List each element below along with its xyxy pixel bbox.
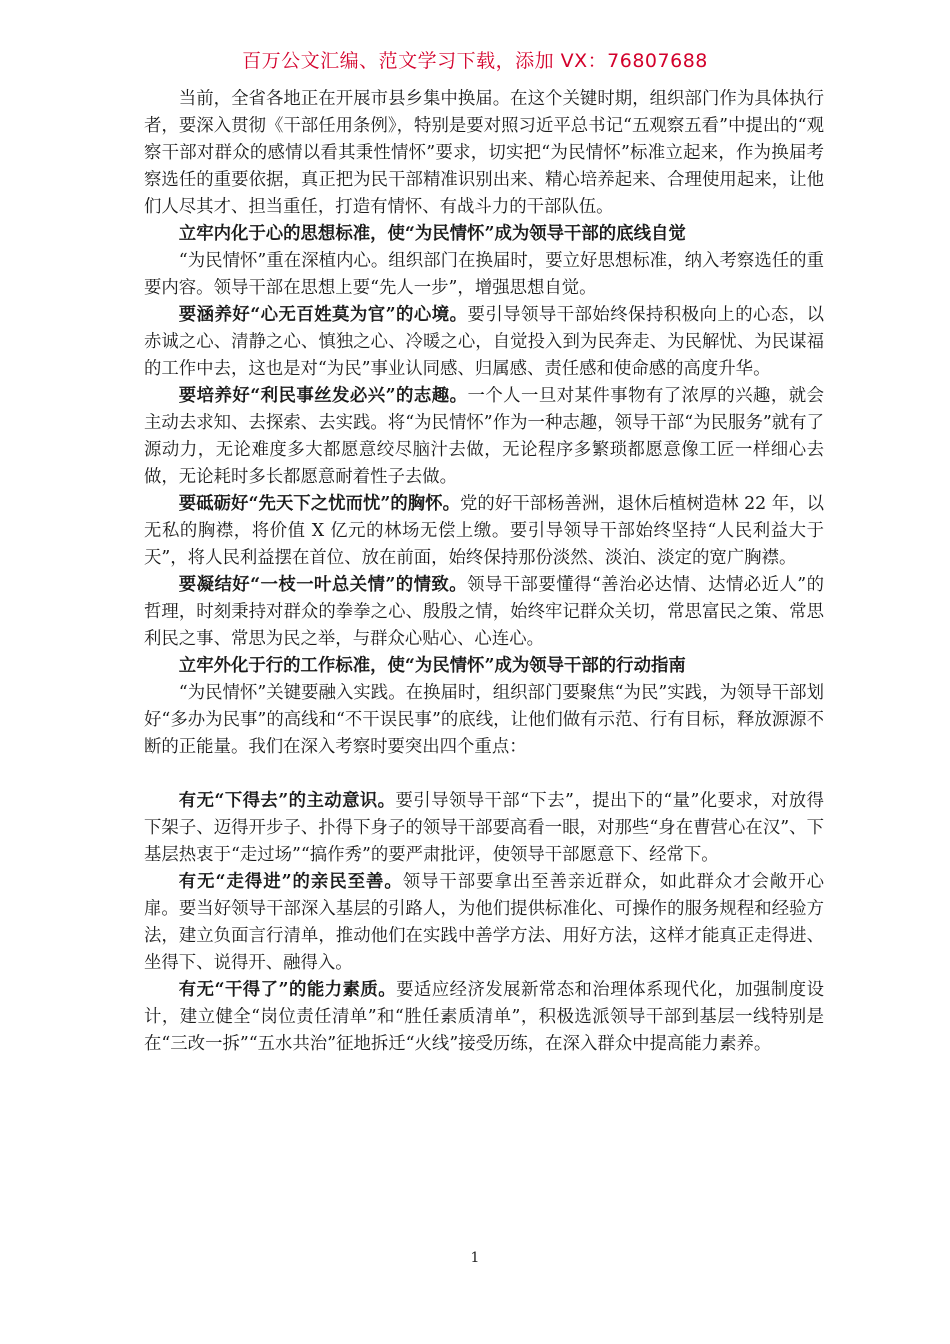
point-paragraph xyxy=(144,788,824,869)
point-lead: 要涵养好“心无百姓莫为官”的心境。 xyxy=(178,305,468,325)
point-paragraph xyxy=(144,869,824,977)
page-number: 1 xyxy=(470,1250,480,1266)
section-heading-2: 立牢外化于行的工作标准，使“为民情怀”成为领导干部的行动指南 xyxy=(178,656,686,676)
point-paragraph xyxy=(144,491,824,572)
point-lead: 有无“走得进”的亲民至善。 xyxy=(178,872,403,892)
document-body xyxy=(144,86,824,1058)
point-paragraph xyxy=(144,302,824,383)
point-lead: 要培养好“利民事丝发必兴”的志趣。 xyxy=(178,386,468,406)
section-heading-1: 立牢内化于心的思想标准，使“为民情怀”成为领导干部的底线自觉 xyxy=(178,224,686,244)
point-text: 党的好干部杨善洲，退休后植树造林 22 年，以无私的胸襟，将价值 X 亿元的林场无偿上缴。要引导领导干部始终坚持“人民利益大于天”，将人民利益摆在首位、放在前面，始终保持那份淡然、淡泊、淡定的宽广胸襟。 xyxy=(144,494,824,568)
point-text: 领导干部要拿出至善亲近群众，如此群众才会敞开心扉。要当好领导干部深入基层的引路人，为他们提供标准化、可操作的服务规程和经验方法，建立负面言行清单，推动他们在实践中善学方法、用好方法，这样才能真正走得进、坐得下、说得开、融得入。 xyxy=(144,872,824,973)
point-paragraph xyxy=(144,977,824,1058)
section-2-intro: “为民情怀”关键要融入实践。在换届时，组织部门要聚焦“为民”实践，为领导干部划好“多办为民事”的高线和“不干误民事”的底线，让他们做有示范、行有目标，释放源源不断的正能量。我们在深入考察时要突出四个重点： xyxy=(144,683,824,757)
point-text: 领导干部要懂得“善治必达情、达情必近人”的哲理，时刻秉持对群众的拳拳之心、殷殷之情，始终牢记群众关切，常思富民之策、常思利民之事、常思为民之举，与群众心贴心、心连心。 xyxy=(144,575,824,649)
point-lead: 要凝结好“一枝一叶总关情”的情致。 xyxy=(178,575,468,595)
section-1-intro: “为民情怀”重在深植内心。组织部门在换届时，要立好思想标准，纳入考察选任的重要内容。领导干部在思想上要“先人一步”，增强思想自觉。 xyxy=(144,251,824,298)
point-text: 要引导领导干部始终保持积极向上的心态，以赤诚之心、清静之心、慎独之心、冷暖之心，自觉投入到为民奔走、为民解忧、为民谋福的工作中去，这也是对“为民”事业认同感、归属感、责任感和使命感的高度升华。 xyxy=(144,305,824,379)
point-lead: 有无“下得去”的主动意识。 xyxy=(178,791,396,811)
header-banner: 百万公文汇编、范文学习下载，添加 VX：76807688 xyxy=(242,50,708,72)
point-paragraph xyxy=(144,383,824,491)
point-text: 要适应经济发展新常态和治理体系现代化，加强制度设计，建立健全“岗位责任清单”和“胜任素质清单”，积极选派领导干部到基层一线特别是在“三改一拆”“五水共治”征地拆迁“火线”接受历练，在深入群众中提高能力素养。 xyxy=(144,980,824,1054)
point-lead: 有无“干得了”的能力素质。 xyxy=(178,980,397,1000)
point-lead: 要砥砺好“先天下之忧而忧”的胸怀。 xyxy=(178,494,460,514)
point-text: 要引导领导干部“下去”，提出下的“量”化要求，对放得下架子、迈得开步子、扑得下身子的领导干部要高看一眼，对那些“身在曹营心在汉”、下基层热衷于“走过场”“搞作秀”的要严肃批评，使领导干部愿意下、经常下。 xyxy=(144,791,824,865)
intro-paragraph: 当前，全省各地正在开展市县乡集中换届。在这个关键时期，组织部门作为具体执行者，要深入贯彻《干部任用条例》，特别是要对照习近平总书记“五观察五看”中提出的“观察干部对群众的感情以看其秉性情怀”要求，切实把“为民情怀”标准立起来，作为换届考察选任的重要依据，真正把为民干部精准识别出来、精心培养起来、合理使用起来，让他们人尽其才、担当重任，打造有情怀、有战斗力的干部队伍。 xyxy=(144,89,824,217)
point-paragraph xyxy=(144,572,824,653)
point-text: 一个人一旦对某件事物有了浓厚的兴趣，就会主动去求知、去探索、去实践。将“为民情怀”作为一种志趣，领导干部“为民服务”就有了源动力，无论难度多大都愿意绞尽脑汁去做，无论程序多繁琐都愿意像工匠一样细心去做，无论耗时多长都愿意耐着性子去做。 xyxy=(144,386,824,487)
